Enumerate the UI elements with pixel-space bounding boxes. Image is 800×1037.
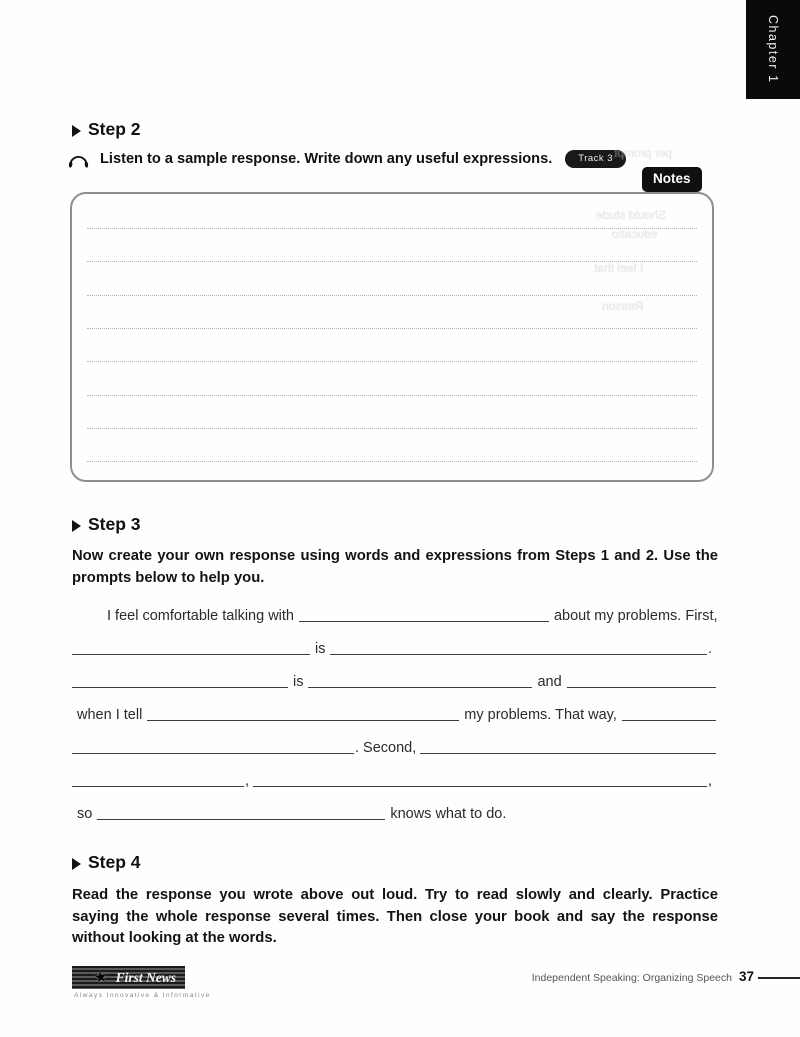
notes-tab: Notes bbox=[642, 167, 702, 192]
notes-ruled-line[interactable] bbox=[87, 461, 697, 462]
bleed-through-text: Should stude bbox=[596, 208, 667, 222]
step2-heading bbox=[72, 119, 141, 140]
fill-in-text: so bbox=[77, 806, 93, 823]
fill-in-blank[interactable] bbox=[72, 654, 310, 655]
fill-in-text: , bbox=[245, 773, 250, 790]
fill-in-blank[interactable] bbox=[622, 720, 716, 721]
bleed-through-text: Reason bbox=[602, 299, 644, 313]
notes-ruled-line[interactable] bbox=[87, 328, 697, 329]
step4-heading-label: Step 4 bbox=[88, 852, 141, 872]
fill-in-blank[interactable] bbox=[72, 786, 244, 787]
step3-heading-label: Step 3 bbox=[88, 514, 141, 534]
step4-instruction: Read the response you wrote above out loud. Try to read slowly and clearly. Practice saying the whole response several times. Then close your book and say the response without looking at the words. bbox=[72, 887, 718, 947]
fill-in-line bbox=[72, 625, 716, 658]
fill-in-text: is bbox=[315, 641, 326, 658]
fill-in-text: knows what to do. bbox=[390, 806, 507, 823]
bleed-through-text: educatio bbox=[612, 227, 658, 241]
step3-instruction: Now create your own response using words and expressions from Steps 1 and 2. Use the prompts below to help you. bbox=[72, 548, 718, 586]
footer-dash-rule bbox=[758, 977, 800, 979]
notes-ruled-line[interactable] bbox=[87, 361, 697, 362]
notes-ruled-line[interactable] bbox=[87, 228, 697, 229]
fill-in-blank[interactable] bbox=[299, 621, 549, 622]
fill-in-blank[interactable] bbox=[72, 687, 288, 688]
publisher-logo-text: First News bbox=[115, 969, 176, 985]
footer-section-title: Independent Speaking: Organizing Speech bbox=[531, 972, 732, 984]
fill-in-line bbox=[72, 691, 716, 724]
notes-ruled-line[interactable] bbox=[87, 428, 697, 429]
triangle-bullet-icon bbox=[72, 125, 81, 137]
fill-in-line bbox=[72, 658, 716, 691]
fill-in-area bbox=[72, 592, 716, 823]
chapter-tab-label: Chapter 1 bbox=[766, 15, 780, 84]
bleed-through-text: per prompt bbox=[614, 146, 673, 160]
step3-heading bbox=[72, 514, 141, 535]
publisher-logo bbox=[72, 966, 185, 989]
publisher-tagline: Always Innovative & Informative bbox=[74, 992, 211, 999]
fill-in-line bbox=[72, 592, 716, 625]
footer-running-title bbox=[532, 969, 754, 984]
fill-in-text: , bbox=[707, 773, 712, 790]
fill-in-text: and bbox=[537, 674, 562, 691]
step2-instruction: Listen to a sample response. Write down any useful expressions. bbox=[100, 150, 553, 167]
fill-in-line bbox=[72, 790, 716, 823]
fill-in-blank[interactable] bbox=[97, 819, 385, 820]
notes-box[interactable] bbox=[70, 192, 714, 482]
fill-in-blank[interactable] bbox=[253, 786, 707, 787]
fill-in-blank[interactable] bbox=[420, 753, 716, 754]
track-badge: Track 3 bbox=[565, 150, 626, 168]
triangle-bullet-icon bbox=[72, 858, 81, 870]
notes-ruled-line[interactable] bbox=[87, 261, 697, 262]
page-number: 37 bbox=[738, 969, 754, 984]
fill-in-text: . Second, bbox=[355, 740, 417, 757]
fill-in-text: when I tell bbox=[77, 707, 143, 724]
fill-in-line bbox=[72, 724, 716, 757]
fill-in-text: my problems. That way, bbox=[464, 707, 617, 724]
fill-in-text: about my problems. First, bbox=[553, 608, 718, 625]
headphones-icon bbox=[66, 148, 91, 169]
chapter-tab bbox=[746, 0, 800, 99]
fill-in-text: is bbox=[293, 674, 304, 691]
notes-ruled-line[interactable] bbox=[87, 395, 697, 396]
fill-in-blank[interactable] bbox=[330, 654, 706, 655]
step4-heading bbox=[72, 852, 141, 873]
triangle-bullet-icon bbox=[72, 520, 81, 532]
fill-in-text: I feel comfortable talking with bbox=[107, 608, 294, 625]
notes-ruled-line[interactable] bbox=[87, 295, 697, 296]
step2-heading-label: Step 2 bbox=[88, 119, 141, 139]
star-icon: ★ bbox=[92, 968, 109, 987]
fill-in-line bbox=[72, 757, 716, 790]
fill-in-text: . bbox=[707, 641, 712, 658]
fill-in-blank[interactable] bbox=[567, 687, 716, 688]
fill-in-blank[interactable] bbox=[72, 753, 354, 754]
bleed-through-text: I feel that bbox=[594, 261, 644, 275]
fill-in-blank[interactable] bbox=[147, 720, 459, 721]
fill-in-blank[interactable] bbox=[308, 687, 532, 688]
